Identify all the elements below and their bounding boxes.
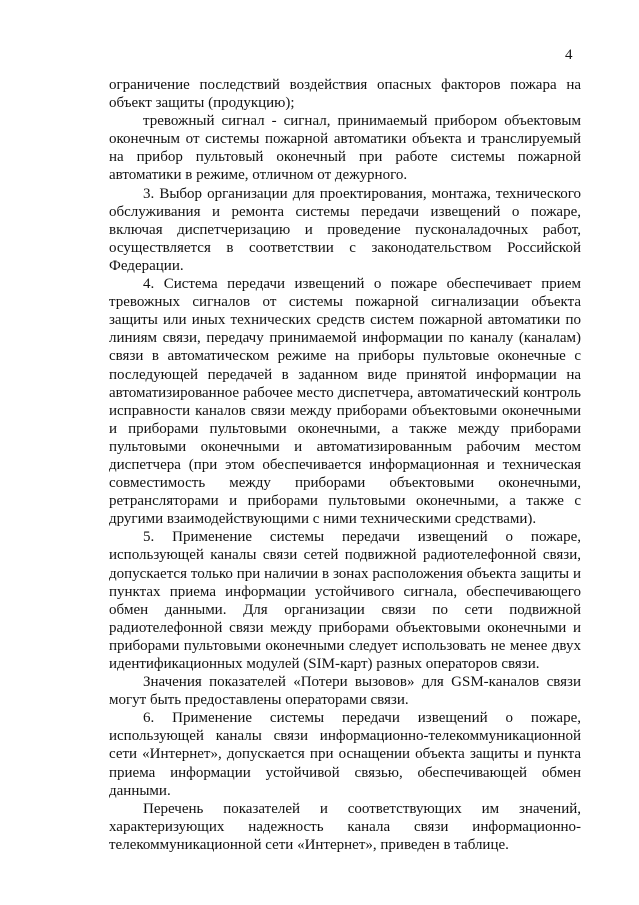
paragraph-item-3: 3. Выбор организации для проектирования, монтажа, технического обслуживания и ремонта системы передачи извещений о пожаре, включая диспетчеризацию и проведение пусконаладочных работ, осуществляется в соответствии с законодательством Российской Федерации. bbox=[109, 185, 581, 274]
paragraph-item-6: 6. Применение системы передачи извещений о пожаре, использующей каналы связи информационно-телекоммуникационной сети «Интернет», допускается при оснащении объекта защиты и пункта приема информации устойчивой связью, обеспечивающей обмен данными. bbox=[109, 710, 581, 799]
paragraph-gsm-values: Значения показателей «Потери вызовов» для GSM-каналов связи могут быть предоставлены операторами связи. bbox=[109, 674, 581, 709]
paragraph-indicators-list: Перечень показателей и соответствующих им значений, характеризующих надежность канала связи информационно-телекоммуникационной сети «Интернет», приведен в таблице. bbox=[109, 800, 581, 853]
page-number: 4 bbox=[565, 47, 573, 63]
paragraph-definition-alarm-signal: тревожный сигнал - сигнал, принимаемый прибором объектовым оконечным от системы пожарной автоматики объекта и транслируемый на прибор пультовый оконечный при работе системы пожарной автоматики в режиме, отличном от дежурного. bbox=[109, 113, 581, 184]
paragraph-item-4: 4. Система передачи извещений о пожаре обеспечивает прием тревожных сигналов от системы пожарной сигнализации объекта защиты или иных технических средств систем пожарной автоматики по линиям связи, передачу принимаемой информации по каналу (каналам) связи в автоматическом режиме на приборы пультовые оконечные с последующей передачей в заданном виде принятой информации на автоматизированное рабочее место диспетчера, автоматический контроль исправности каналов связи между приборами объектовыми оконечными и приборами пультовыми оконечными, а также между приборами пультовыми оконечными и автоматизированным рабочим местом диспетчера (при этом обеспечивается информационная и техническая совместимость между приборами объектовыми оконечными, ретрансляторами и приборами пультовыми оконечными, а также с другими взаимодействующими с ними техническими средствами). bbox=[109, 276, 581, 528]
paragraph-item-5: 5. Применение системы передачи извещений о пожаре, использующей каналы связи сетей подвижной радиотелефонной связи, допускается только при наличии в зонах расположения объекта защиты и пунктах приема информации устойчивого сигнала, обеспечивающего обмен данными. Для организации связи по сети подвижной радиотелефонной связи между приборами объектовыми оконечными и приборами пультовыми оконечными следует использовать не менее двух идентификационных модулей (SIM-карт) разных операторов связи. bbox=[109, 529, 581, 672]
paragraph-definition-consequences: ограничение последствий воздействия опасных факторов пожара на объект защиты (продукцию); bbox=[109, 77, 581, 112]
document-body bbox=[109, 76, 581, 854]
